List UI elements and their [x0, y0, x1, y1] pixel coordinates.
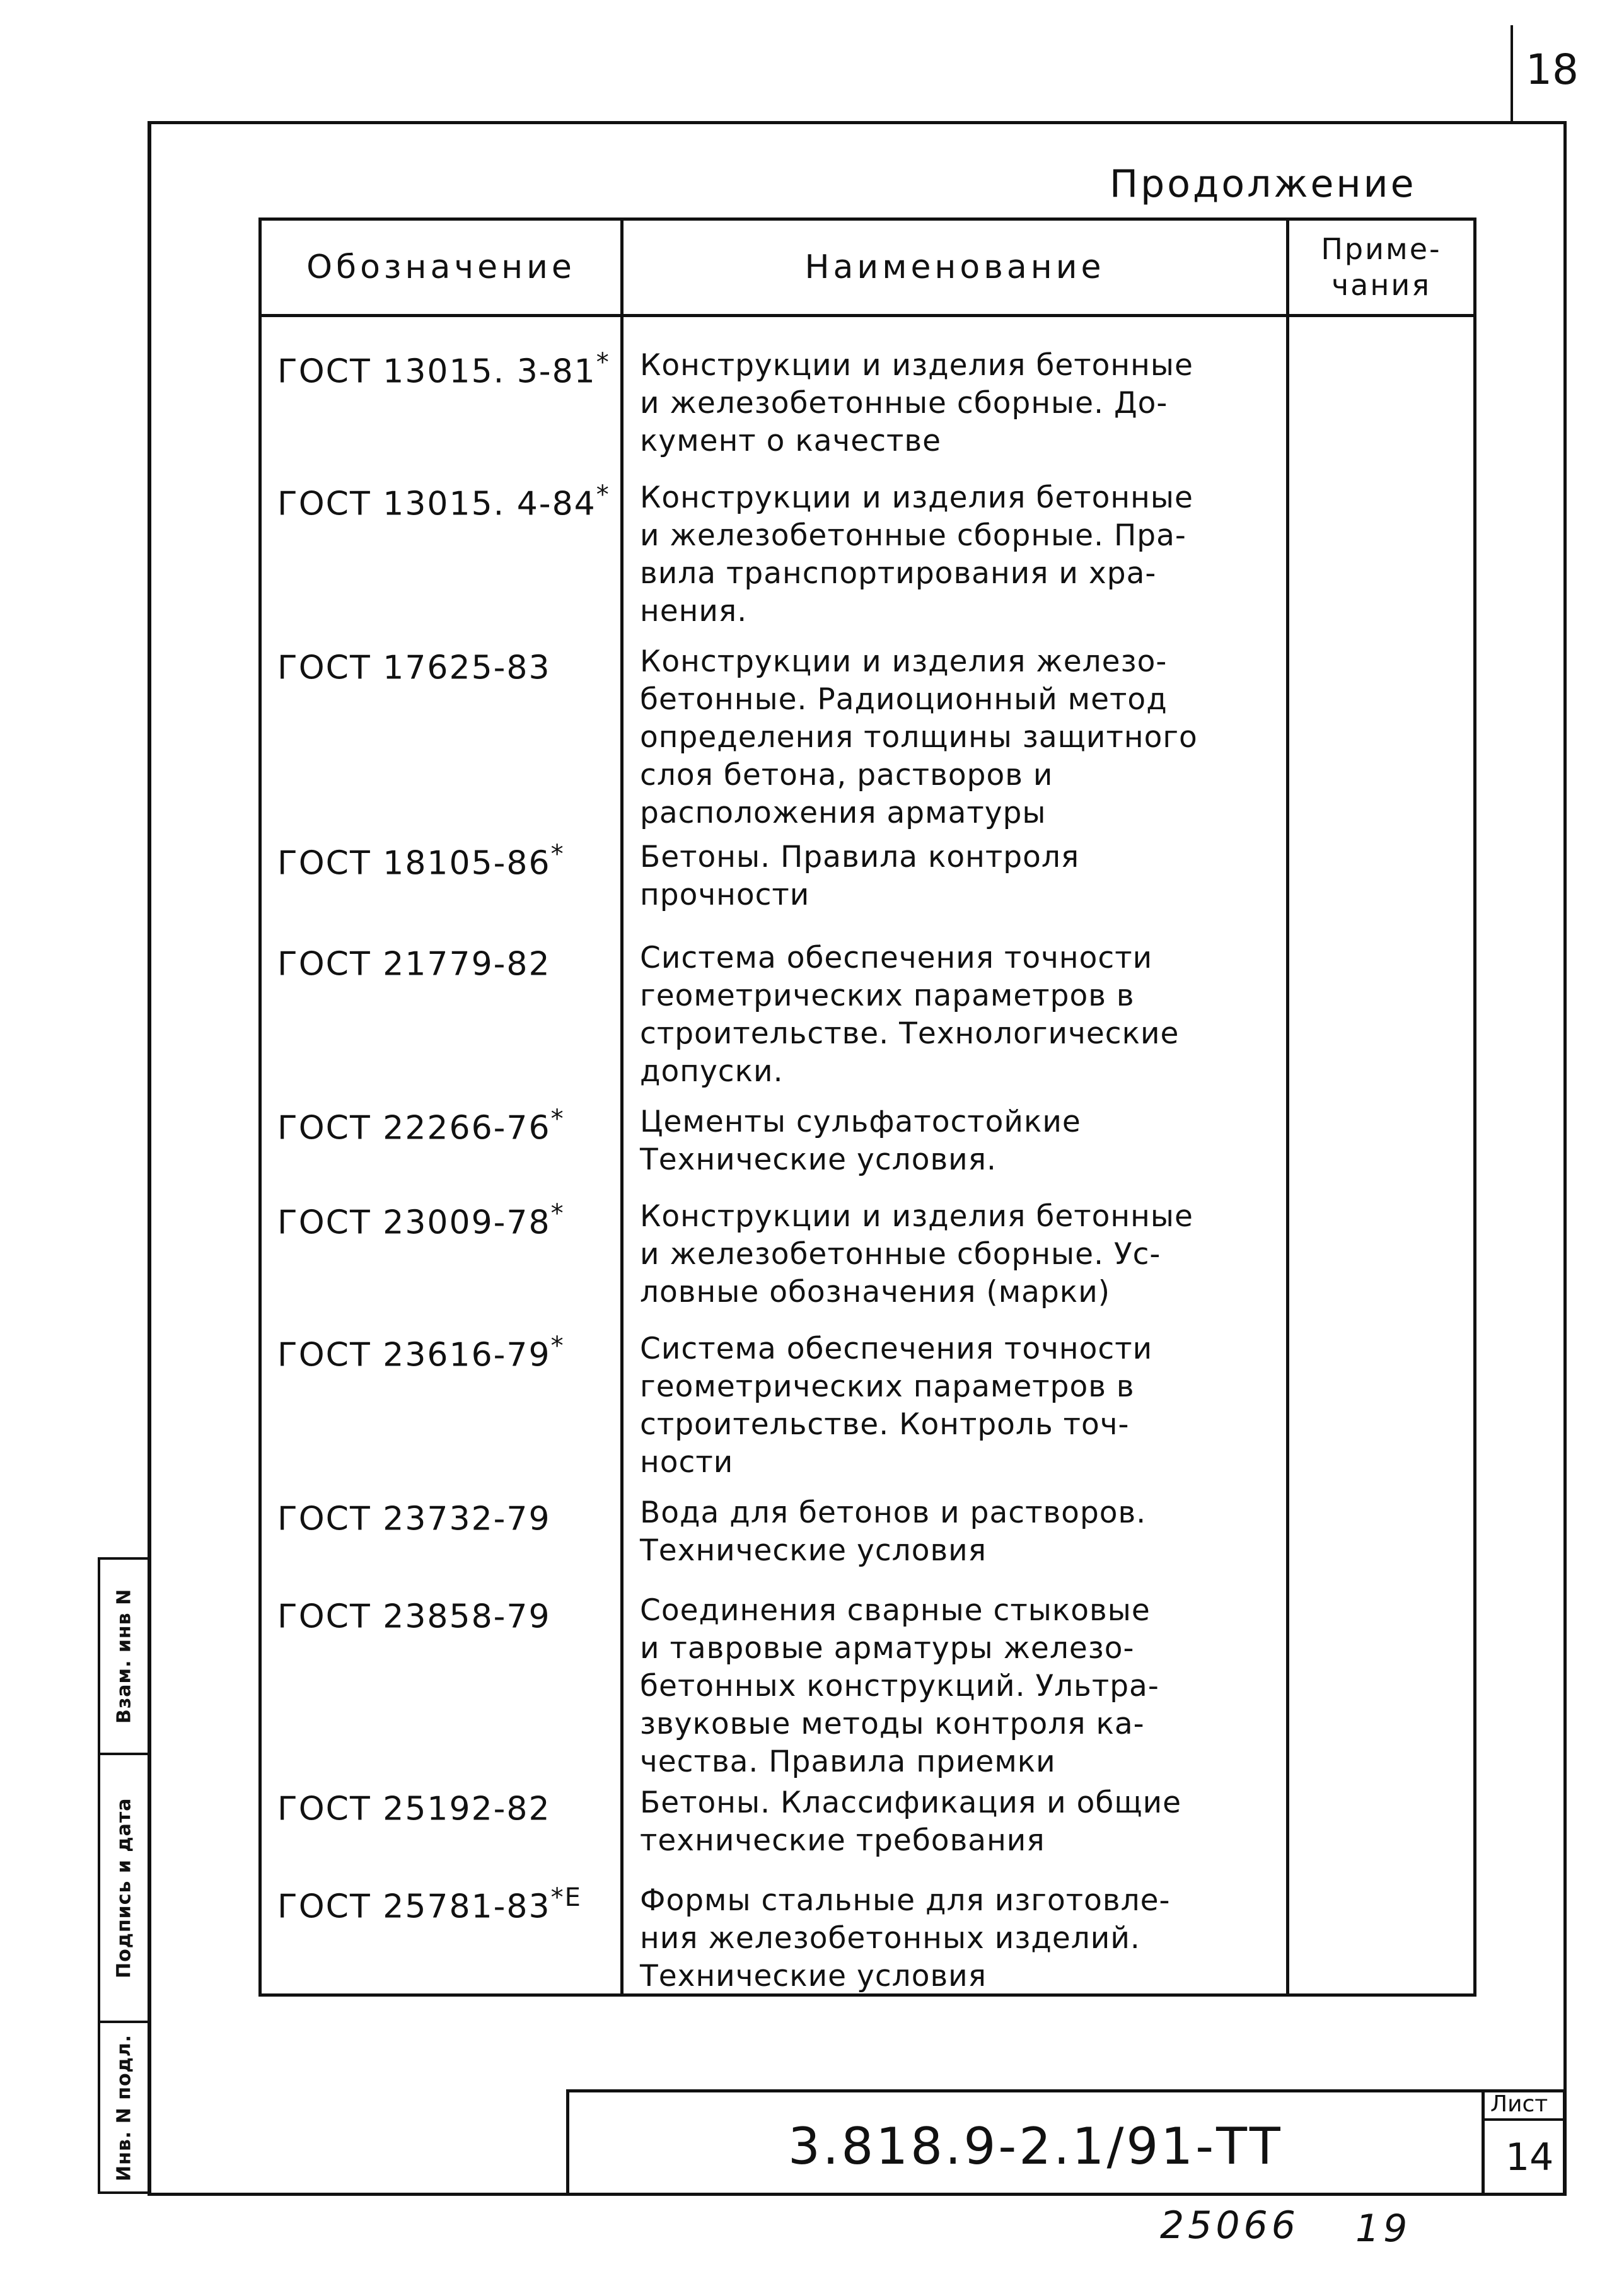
standard-title: Система обеспечения точности геометрических параметров в строительстве. Технологические допуски. — [640, 941, 1180, 1089]
standard-title: Система обеспечения точности геометрических параметров в строительстве. Контроль точ- ности — [640, 1332, 1153, 1480]
sheet-number: 14 — [1505, 2135, 1554, 2179]
header-notes: Приме- чания — [1321, 231, 1442, 302]
standard-code-text: ГОСТ 22266-76 — [277, 1109, 551, 1147]
standard-title: Конструкции и изделия бетонные и железобетонные сборные. Пра- вила транспортирования и хра- нения. — [640, 480, 1193, 629]
standard-title: Соединения сварные стыковые и тавровые арматуры железо- бетонных конструкций. Ультра- звуковые методы контроля ка- чества. Правила приемки — [640, 1593, 1159, 1779]
inventory-original-label: Инв. N подл. — [113, 2034, 136, 2182]
revision-mark: *Е — [550, 1883, 582, 1912]
standard-title: Бетоны. Правила контроля прочности — [640, 840, 1080, 912]
archive-number: 25066 — [1160, 2203, 1299, 2248]
standard-code-text: ГОСТ 18105-86 — [277, 844, 551, 883]
standard-code — [277, 1595, 551, 1636]
standard-code-text: ГОСТ 17625-83 — [277, 649, 551, 687]
standard-title: Конструкции и изделия бетонные и железобетонные сборные. До- кумент о качестве — [640, 348, 1193, 458]
standard-code-text: ГОСТ 23616-79 — [277, 1336, 551, 1374]
revision-mark: * — [596, 480, 610, 509]
standard-code-text: ГОСТ 25192-82 — [277, 1790, 551, 1828]
replaced-inventory-label: Взам. инв N — [113, 1588, 136, 1724]
standard-code-text: ГОСТ 21779-82 — [277, 945, 551, 983]
header-designation: Обозначение — [306, 248, 576, 286]
standard-code — [277, 480, 610, 523]
document-code: 3.818.9-2.1/91-ТТ — [788, 2117, 1283, 2176]
standard-title: Цементы сульфатостойкие Технические условия. — [640, 1105, 1081, 1177]
standard-title: Конструкции и изделия бетонные и железобетонные сборные. Ус- ловные обозначения (марки) — [640, 1199, 1193, 1309]
page-number: 18 — [1526, 45, 1579, 94]
revision-mark: * — [550, 1105, 565, 1134]
continuation-label: Продолжение — [1110, 162, 1417, 206]
standard-title: Бетоны. Классификация и общие технические требования — [640, 1785, 1182, 1858]
standard-code-text: ГОСТ 23858-79 — [277, 1598, 551, 1636]
standard-title: Конструкции и изделия железо- бетонные. Радиоционный метод определения толщины защитного слоя бетона, растворов и расположения арматуры — [640, 644, 1198, 830]
frame-top-line — [150, 121, 1565, 124]
revision-mark: * — [550, 840, 565, 869]
standard-code — [277, 1497, 551, 1538]
revision-mark: * — [550, 1332, 565, 1361]
standard-code — [277, 1199, 565, 1242]
signature-date-label: Подпись и дата — [113, 1797, 136, 1978]
sheet-label: Лист — [1490, 2091, 1548, 2117]
page-number-divider — [1511, 25, 1513, 122]
standard-code-text: ГОСТ 25781-83 — [277, 1888, 551, 1926]
standard-code-text: ГОСТ 13015. 4-84 — [277, 485, 596, 523]
archive-page: 19 — [1355, 2207, 1412, 2251]
standard-title: Вода для бетонов и растворов. Технические условия — [640, 1495, 1147, 1568]
standard-code — [277, 1332, 565, 1374]
standard-code — [277, 943, 551, 983]
standard-code — [277, 1787, 551, 1828]
header-name: Наименование — [804, 248, 1105, 286]
standard-code-text: ГОСТ 23732-79 — [277, 1500, 551, 1538]
column-divider-1 — [620, 218, 624, 1997]
revision-mark: * — [550, 1199, 565, 1228]
standard-code-text: ГОСТ 23009-78 — [277, 1204, 551, 1242]
sheet-label-separator — [1482, 2118, 1566, 2121]
standard-code — [277, 1883, 582, 1926]
standard-title: Формы стальные для изготовле- ния железобетонных изделий. Технические условия — [640, 1883, 1171, 1993]
title-block-divider — [1482, 2089, 1485, 2195]
table-header-separator — [258, 314, 1476, 317]
revision-mark: * — [596, 348, 610, 377]
standard-code — [277, 840, 565, 883]
standard-code-text: ГОСТ 13015. 3-81 — [277, 352, 596, 391]
frame-right-line — [1563, 121, 1567, 2195]
standard-code — [277, 646, 551, 687]
standard-code — [277, 1105, 565, 1147]
standard-code — [277, 348, 610, 391]
